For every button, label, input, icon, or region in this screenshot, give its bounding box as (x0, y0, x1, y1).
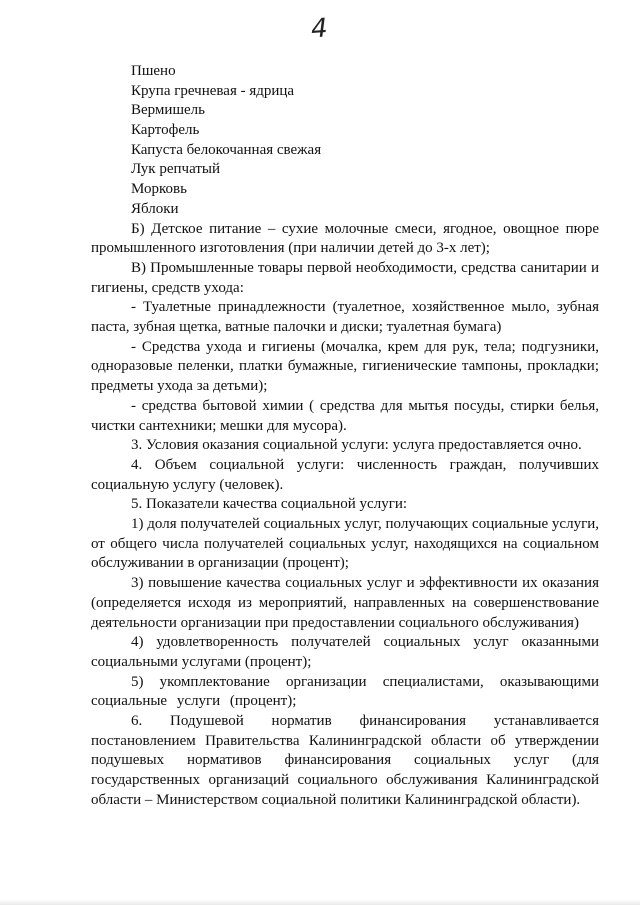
list-item: Картофель (131, 122, 200, 139)
paragraph-service-conditions: 3. Условия оказания социальной услуги: услуга предоставляется очно. (131, 437, 582, 454)
paragraph-household-chemicals: - средства бытовой химии ( средства для мытья посуды, стирки белья, чистки сантехники; мешки для мусора). (91, 397, 599, 434)
paragraph-indicator-5: 5) укомплектование организации специалистами, оказывающими социальные услуги (процент); (91, 673, 599, 710)
paragraph-service-volume: 4. Объем социальной услуги: численность граждан, получивших социальную услугу (человек). (91, 456, 599, 493)
list-item: Капуста белокочанная свежая (131, 141, 322, 158)
list-item: Яблоки (131, 200, 179, 217)
paragraph-funding-standard: 6. Подушевой норматив финансирования устанавливается постановлением Правительства Калининградской области об утверждении подушевых нормативов финансирования социальных услуг (для государственных организаций социального обслуживания Калининградской области – Министерством социальной политики Калининградской области). (91, 713, 599, 808)
list-item: Лук репчатый (131, 161, 220, 178)
paragraph-toiletries: - Туалетные принадлежности (туалетное, хозяйственное мыло, зубная паста, зубная щетка, ватные палочки и диски; туалетная бумага) (91, 299, 599, 336)
list-item: Вермишель (131, 102, 205, 119)
paragraph-industrial-goods: В) Промышленные товары первой необходимости, средства санитарии и гигиены, средств ухода: (91, 259, 599, 296)
list-item: Пшено (131, 63, 176, 79)
paragraph-hygiene-items: - Средства ухода и гигиены (мочалка, крем для рук, тела; подгузники, одноразовые пеленки, платки бумажные, гигиенические тампоны, прокладки; предметы ухода за детьми); (91, 338, 599, 395)
document-body (91, 62, 599, 811)
paragraph-indicator-4: 4) удовлетворенность получателей социальных услуг оказанными социальными услугами (процент); (91, 634, 599, 670)
paragraph-indicator-1: 1) доля получателей социальных услуг, получающих социальные услуги, от общего числа получателей социальных услуг, находящихся на социальном обслуживании в организации (процент); (91, 516, 599, 572)
product-list (131, 62, 599, 220)
paragraph-indicator-3: 3) повышение качества социальных услуг и эффективности их оказания (определяется исходя из мероприятий, направленных на совершенствование деятельности организации при предоставлении социального обслуживания) (91, 575, 599, 631)
paragraph-quality-indicators: 5. Показатели качества социальной услуги: (131, 496, 408, 513)
scan-edge (0, 899, 640, 905)
page-number: 4 (309, 13, 329, 45)
list-item: Морковь (131, 181, 187, 198)
paragraph-baby-food: Б) Детское питание – сухие молочные смеси, ягодное, овощное пюре промышленного изготовления (при наличии детей до 3-х лет); (91, 220, 599, 257)
list-item: Крупа гречневая - ядрица (131, 82, 295, 99)
